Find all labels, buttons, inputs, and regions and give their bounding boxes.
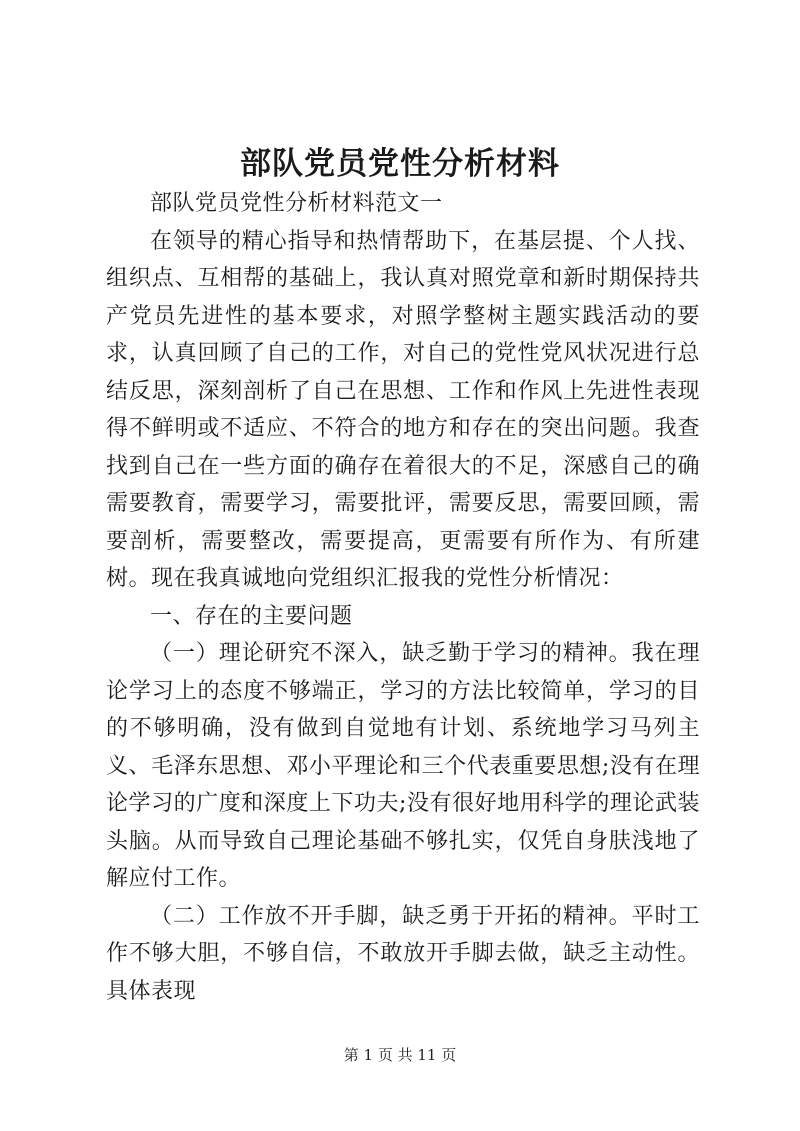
- intro-paragraph: 在领导的精心指导和热情帮助下，在基层提、个人找、组织点、互相帮的基础上，我认真对照党章和新时期保持共产党员先进性的基本要求，对照学整树主题实践活动的要求，认真回顾了自己的工作，对自己的党性党风状况进行总结反思，深刻剖析了自己在思想、工作和作风上先进性表现得不鲜明或不适应、不符合的地方和存在的突出问题。我查找到自己在一些方面的确存在着很大的不足，深感自己的确需要教育，需要学习，需要批评，需要反思，需要回顾，需要剖析，需要整改，需要提高，更需要有所作为、有所建树。现在我真诚地向党组织汇报我的党性分析情况：: [106, 228, 700, 591]
- document-title: 部队党员党性分析材料: [240, 146, 560, 182]
- problem-two-paragraph: （二）工作放不开手脚，缺乏勇于开拓的精神。平时工作不够大胆，不够自信，不敢放开手脚去做，缺乏主动性。具体表现: [106, 903, 700, 1004]
- subtitle-paragraph: 部队党员党性分析材料范文一: [150, 191, 443, 216]
- section-heading: 一、存在的主要问题: [150, 603, 353, 629]
- problem-one-paragraph: （一）理论研究不深入，缺乏勤于学习的精神。我在理论学习上的态度不够端正，学习的方法比较简单，学习的目的不够明确，没有做到自觉地有计划、系统地学习马列主义、毛泽东思想、邓小平理论和三个代表重要思想;没有在理论学习的广度和深度上下功夫;没有很好地用科学的理论武装头脑。从而导致自己理论基础不够扎实，仅凭自身肤浅地了解应付工作。: [106, 641, 700, 891]
- page-footer: 第 1 页 共 11 页: [343, 1046, 457, 1064]
- document-body: [106, 185, 700, 1010]
